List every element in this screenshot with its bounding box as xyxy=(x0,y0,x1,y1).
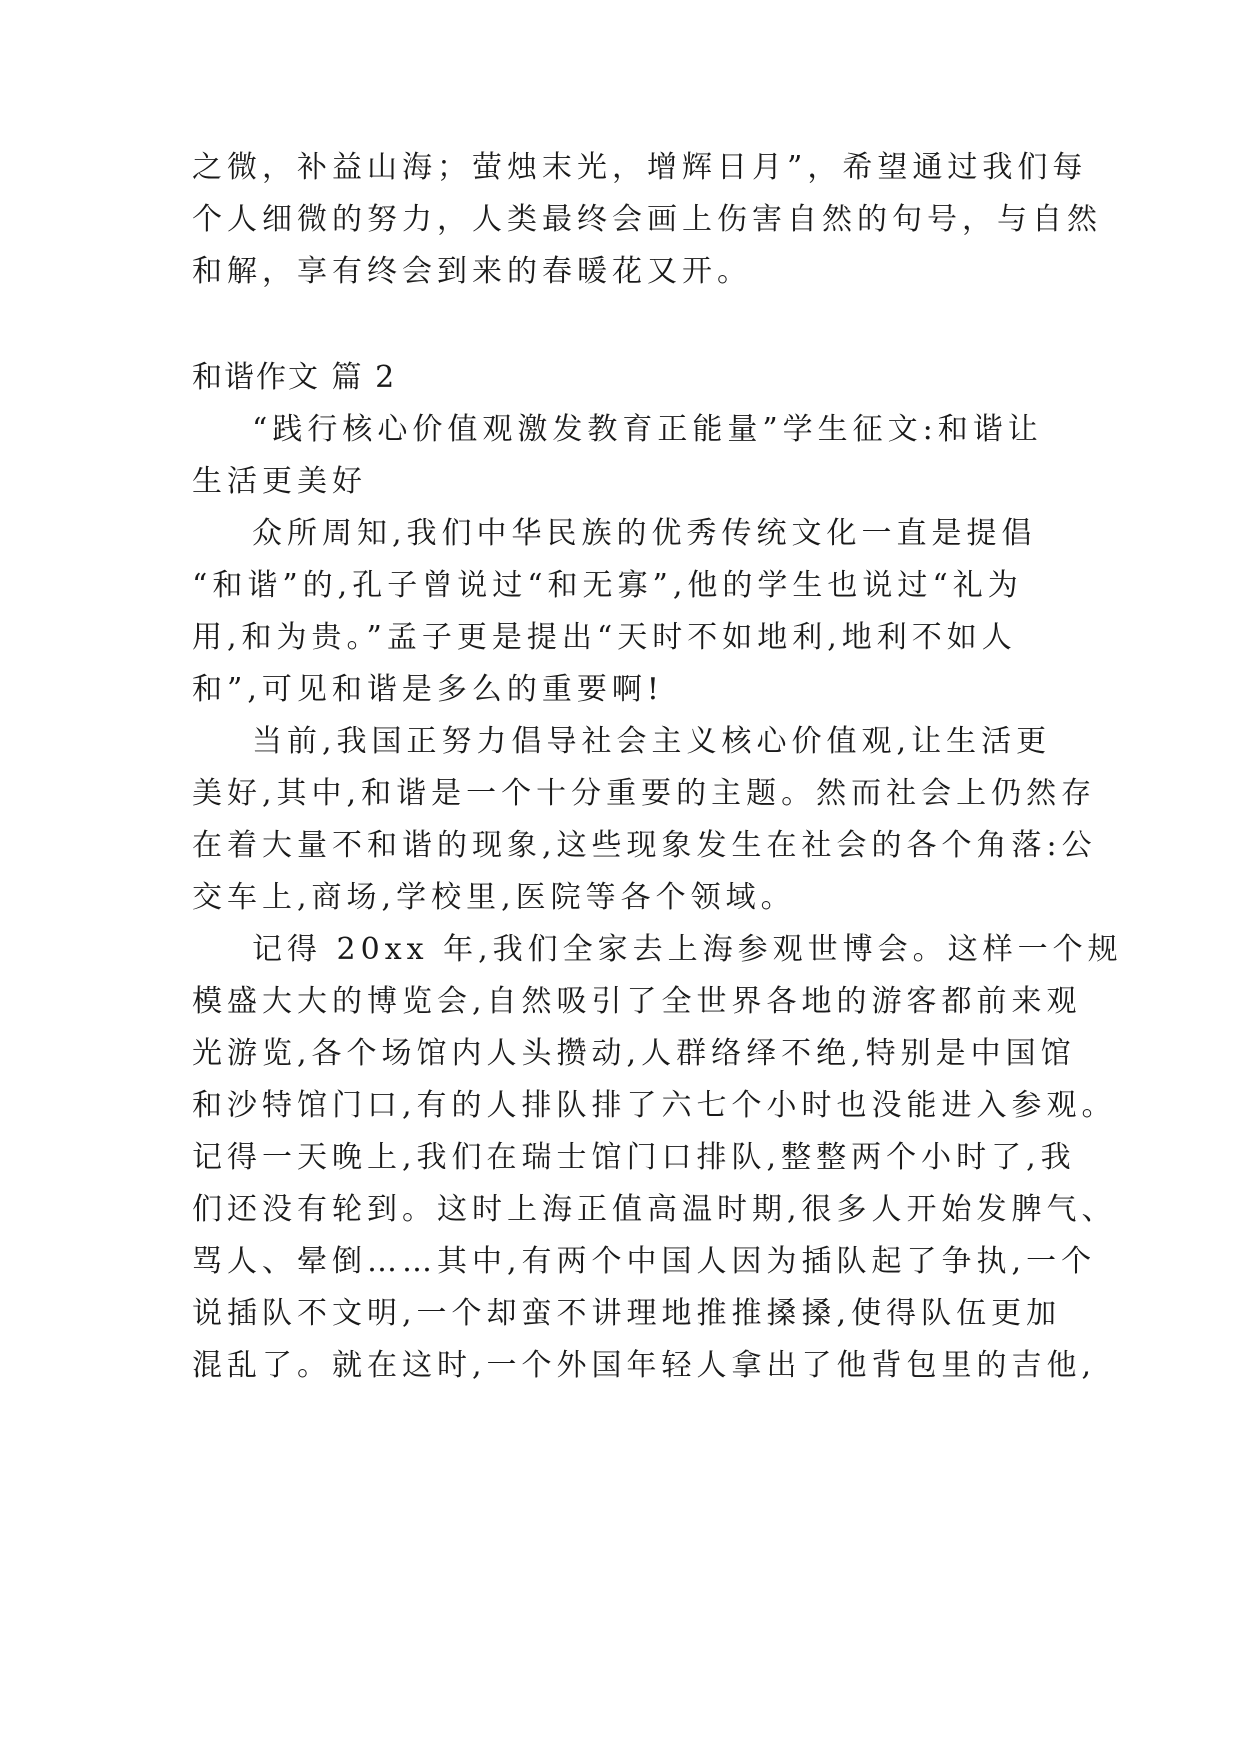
essay-title-line: “践行核心价值观激发教育正能量”学生征文:和谐让 xyxy=(252,412,1043,447)
paragraph-line: 们还没有轮到。这时上海正值高温时期,很多人开始发脾气、 xyxy=(192,1192,1117,1227)
paragraph-line: 众所周知,我们中华民族的优秀传统文化一直是提倡 xyxy=(252,516,1037,551)
section-heading: 和谐作文 篇 2 xyxy=(192,360,397,395)
paragraph-line: “和谐”的,孔子曾说过“和无寡”,他的学生也说过“礼为 xyxy=(192,568,1023,603)
essay-title-line: 生活更美好 xyxy=(192,464,367,499)
paragraph-line: 用,和为贵。”孟子更是提出“天时不如地利,地利不如人 xyxy=(192,620,1017,655)
paragraph-line: 和”,可见和谐是多么的重要啊! xyxy=(192,672,664,707)
paragraph-line: 在着大量不和谐的现象,这些现象发生在社会的各个角落:公 xyxy=(192,828,1097,863)
text-line: 和解，享有终会到来的春暖花又开。 xyxy=(192,254,752,289)
paragraph-line: 记得 20xx 年,我们全家去上海参观世博会。这样一个规 xyxy=(252,932,1123,967)
paragraph-line: 美好,其中,和谐是一个十分重要的主题。然而社会上仍然存 xyxy=(192,776,1097,811)
paragraph-line: 当前,我国正努力倡导社会主义核心价值观,让生活更 xyxy=(252,724,1052,759)
paragraph-line: 记得一天晚上,我们在瑞士馆门口排队,整整两个小时了,我 xyxy=(192,1140,1076,1175)
paragraph-line: 混乱了。就在这时,一个外国年轻人拿出了他背包里的吉他, xyxy=(192,1348,1097,1383)
paragraph-line: 光游览,各个场馆内人头攒动,人群络绎不绝,特别是中国馆 xyxy=(192,1036,1076,1071)
paragraph-line: 模盛大大的博览会,自然吸引了全世界各地的游客都前来观 xyxy=(192,984,1082,1019)
paragraph-line: 交车上,商场,学校里,医院等各个领域。 xyxy=(192,880,796,915)
text-line: 个人细微的努力，人类最终会画上伤害自然的句号，与自然 xyxy=(192,202,1102,237)
paragraph-line: 说插队不文明,一个却蛮不讲理地推推搡搡,使得队伍更加 xyxy=(192,1296,1062,1331)
text-line: 之微，补益山海；萤烛末光，增辉日月”，希望通过我们每 xyxy=(192,150,1088,185)
paragraph-line: 骂人、晕倒……其中,有两个中国人因为插队起了争执,一个 xyxy=(192,1244,1097,1279)
paragraph-line: 和沙特馆门口,有的人排队排了六七个小时也没能进入参观。 xyxy=(192,1088,1117,1123)
